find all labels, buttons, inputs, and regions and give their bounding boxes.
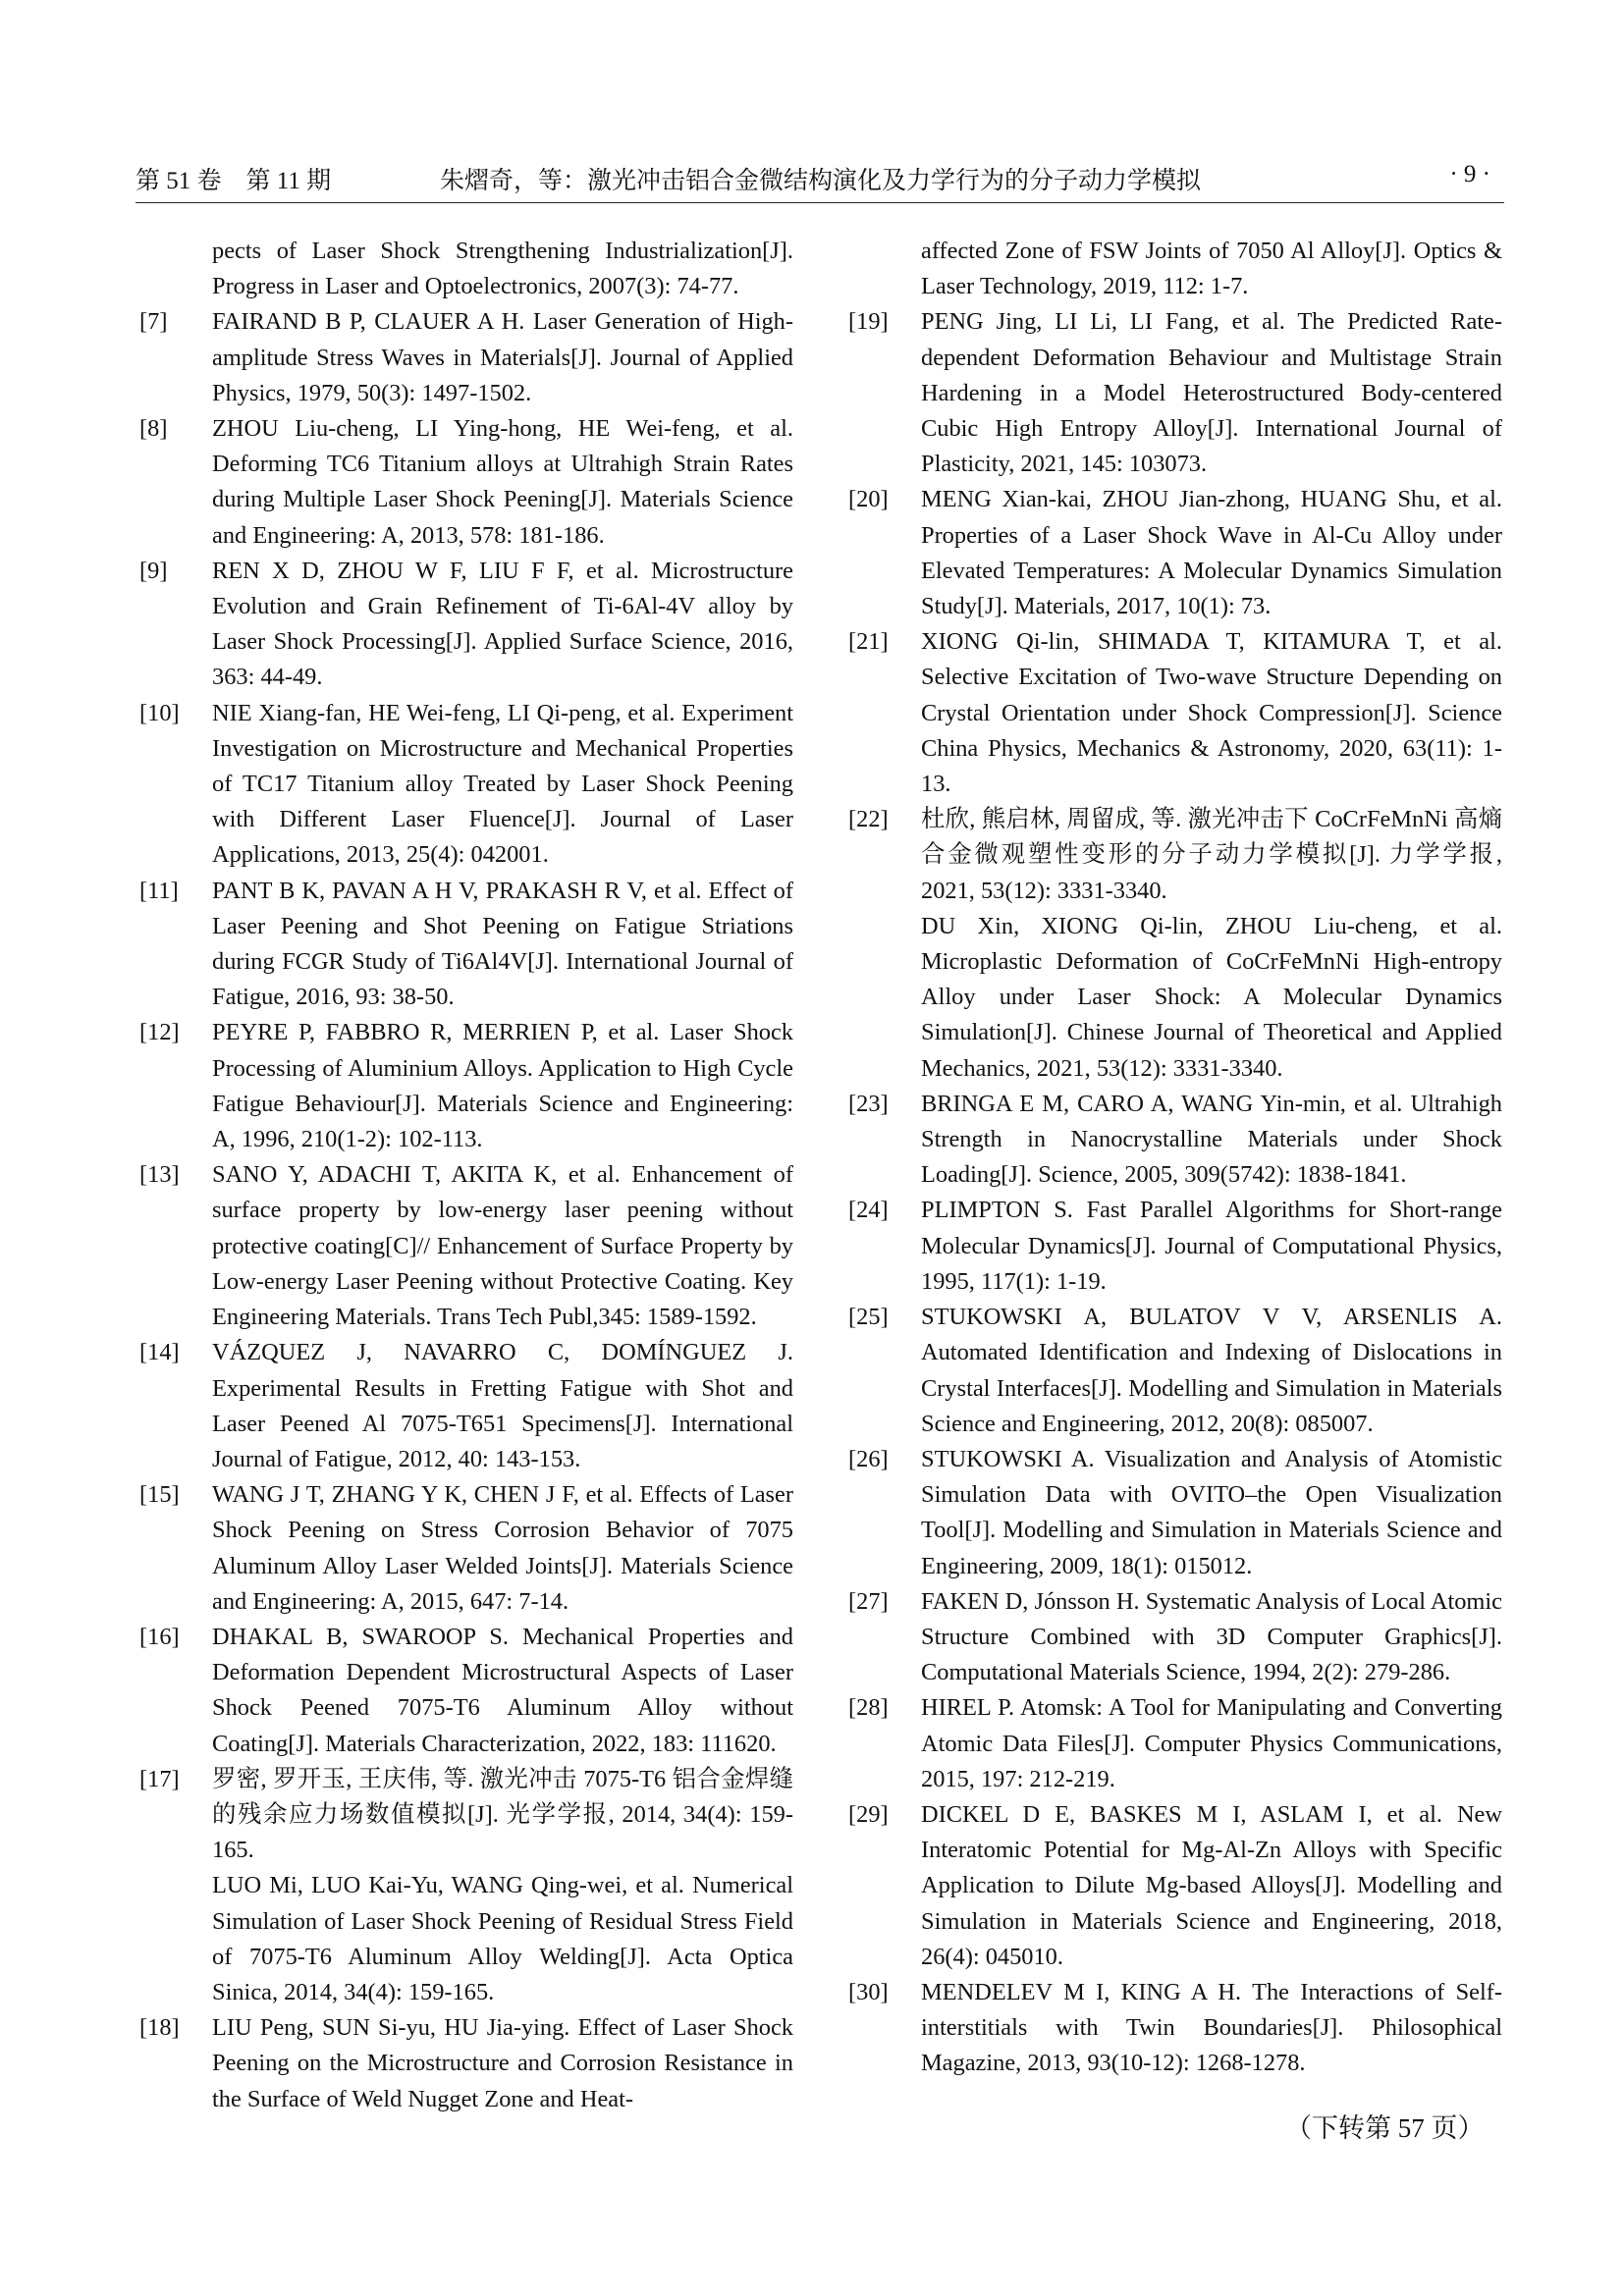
- reference-text: MENDELEV M I, KING A H. The Interactions of Self-interstitials with Twin Boundaries[J]. Philosophical Magazine, 2013, 93(10-12): 1268-1278.: [921, 1978, 1502, 2077]
- reference-entry: [135, 1157, 793, 1335]
- reference-number: [14]: [139, 1339, 180, 1366]
- reference-entry: [844, 1193, 1502, 1300]
- reference-number: [16]: [139, 1623, 180, 1650]
- reference-entry: [844, 1975, 1502, 2082]
- reference-entry: [135, 1620, 793, 1762]
- reference-entry: [135, 554, 793, 696]
- reference-entry: [135, 411, 793, 554]
- reference-number: [22]: [848, 806, 889, 833]
- reference-number: [19]: [848, 308, 889, 336]
- reference-number: [21]: [848, 628, 889, 656]
- reference-number: [15]: [139, 1481, 180, 1509]
- reference-number: [8]: [139, 415, 168, 443]
- reference-text: PENG Jing, LI Li, LI Fang, et al. The Predicted Rate-dependent Deformation Behaviour and Multistage Strain Hardening in a Model Heterostructured Body-centered Cubic High Entropy Alloy[J]. International Journal of Plasticity, 2021, 145: 103073.: [921, 308, 1502, 478]
- reference-text: HIREL P. Atomsk: A Tool for Manipulating and Converting Atomic Data Files[J]. Computer Physics Communications, 2015, 197: 212-219.: [921, 1694, 1502, 1792]
- reference-entry: [135, 1477, 793, 1620]
- running-header: [135, 157, 1504, 203]
- reference-number: [30]: [848, 1978, 889, 2005]
- reference-number: [18]: [139, 2014, 180, 2042]
- reference-translation: LUO Mi, LUO Kai-Yu, WANG Qing-wei, et al. Numerical Simulation of Laser Shock Peening of Residual Stress Field of 7075-T6 Aluminum Alloy Welding[J]. Acta Optica Sinica, 2014, 34(4): 159-165.: [212, 1872, 793, 2005]
- reference-entry: [844, 1584, 1502, 1691]
- reference-entry: [135, 2010, 793, 2117]
- reference-number: [7]: [139, 308, 168, 336]
- reference-text: VÁZQUEZ J, NAVARRO C, DOMÍNGUEZ J. Experimental Results in Fretting Fatigue with Shot and Laser Peened Al 7075-T651 Specimens[J]. International Journal of Fatigue, 2012, 40: 143-153.: [212, 1339, 793, 1472]
- reference-entry: [135, 874, 793, 1016]
- reference-text: STUKOWSKI A. Visualization and Analysis of Atomistic Simulation Data with OVITO–the Open Visualization Tool[J]. Modelling and Simulation in Materials Science and Engineering, 2009, 18(1): 015012.: [921, 1445, 1502, 1579]
- reference-translation: DU Xin, XIONG Qi-lin, ZHOU Liu-cheng, et al. Microplastic Deformation of CoCrFeMnNi High-entropy Alloy under Laser Shock: A Molecular Dynamics Simulation[J]. Chinese Journal of Theoretical and Applied Mechanics, 2021, 53(12): 3331-3340.: [921, 912, 1502, 1082]
- reference-text: BRINGA E M, CARO A, WANG Yin-min, et al. Ultrahigh Strength in Nanocrystalline Materials under Shock Loading[J]. Science, 2005, 309(5742): 1838-1841.: [921, 1090, 1502, 1189]
- running-title: 朱熠奇，等：激光冲击铝合金微结构演化及力学行为的分子动力学模拟: [440, 168, 1202, 194]
- reference-entry: [844, 304, 1502, 482]
- reference-text: SANO Y, ADACHI T, AKITA K, et al. Enhancement of surface property by low-energy laser peening without protective coating[C]// Enhancement of Surface Property by Low-energy Laser Peening without Protective Coating. Key Engineering Materials. Trans Tech Publ,345: 1589-1592.: [212, 1161, 793, 1331]
- reference-number: [25]: [848, 1304, 889, 1331]
- reference-text: FAKEN D, Jónsson H. Systematic Analysis of Local Atomic Structure Combined with 3D Computer Graphics[J]. Computational Materials Science, 1994, 2(2): 279-286.: [921, 1587, 1502, 1686]
- reference-entry: [844, 624, 1502, 802]
- reference-entry: [135, 1762, 793, 2010]
- reference-text: NIE Xiang-fan, HE Wei-feng, LI Qi-peng, et al. Experiment Investigation on Microstructure and Mechanical Properties of TC17 Titanium alloy Treated by Laser Shock Peening with Different Laser Fluence[J]. Journal of Laser Applications, 2013, 25(4): 042001.: [212, 699, 793, 869]
- reference-number: [13]: [139, 1161, 180, 1189]
- reference-text: PEYRE P, FABBRO R, MERRIEN P, et al. Laser Shock Processing of Aluminium Alloys. Application to High Cycle Fatigue Behaviour[J]. Materials Science and Engineering: A, 1996, 210(1-2): 102-113.: [212, 1019, 793, 1153]
- reference-text: FAIRAND B P, CLAUER A H. Laser Generation of High-amplitude Stress Waves in Materials[J]. Journal of Applied Physics, 1979, 50(3): 1497-1502.: [212, 308, 793, 406]
- reference-entry: [135, 234, 793, 304]
- reference-text: PLIMPTON S. Fast Parallel Algorithms for Short-range Molecular Dynamics[J]. Journal of Computational Physics, 1995, 117(1): 1-19.: [921, 1197, 1502, 1295]
- reference-entry: [135, 304, 793, 411]
- reference-entry: [844, 1087, 1502, 1194]
- reference-number: [26]: [848, 1445, 889, 1472]
- reference-text: DICKEL D E, BASKES M I, ASLAM I, et al. New Interatomic Potential for Mg-Al-Zn Alloys with Specific Application to Dilute Mg-based Alloys[J]. Modelling and Simulation in Materials Science and Engineering, 2018, 26(4): 045010.: [921, 1800, 1502, 1970]
- reference-entry: [135, 1335, 793, 1477]
- reference-number: [23]: [848, 1090, 889, 1117]
- reference-text: XIONG Qi-lin, SHIMADA T, KITAMURA T, et al. Selective Excitation of Two-wave Structure Depending on Crystal Orientation under Shock Compression[J]. Science China Physics, Mechanics & Astronomy, 2020, 63(11): 1-13.: [921, 628, 1502, 798]
- reference-entry: [844, 234, 1502, 304]
- reference-text: DHAKAL B, SWAROOP S. Mechanical Properties and Deformation Dependent Microstructural Aspects of Laser Shock Peened 7075-T6 Aluminum Alloy without Coating[J]. Materials Characterization, 2022, 183: 111620.: [212, 1623, 793, 1757]
- reference-text: affected Zone of FSW Joints of 7050 Al Alloy[J]. Optics & Laser Technology, 2019, 112: 1-7.: [921, 238, 1502, 300]
- reference-entry: [844, 1797, 1502, 1975]
- reference-entry: [844, 1690, 1502, 1797]
- reference-number: [28]: [848, 1694, 889, 1722]
- reference-text: 杜欣, 熊启林, 周留成, 等. 激光冲击下 CoCrFeMnNi 高熵合金微观塑性变形的分子动力学模拟[J]. 力学学报, 2021, 53(12): 3331-3340.: [921, 806, 1502, 904]
- reference-text: STUKOWSKI A, BULATOV V V, ARSENLIS A. Automated Identification and Indexing of Dislocations in Crystal Interfaces[J]. Modelling and Simulation in Materials Science and Engineering, 2012, 20(8): 085007.: [921, 1304, 1502, 1437]
- reference-entry: [844, 1442, 1502, 1584]
- left-column: [135, 234, 793, 2117]
- reference-text: LIU Peng, SUN Si-yu, HU Jia-ying. Effect of Laser Shock Peening on the Microstructure and Corrosion Resistance in the Surface of Weld Nugget Zone and Heat-: [212, 2014, 793, 2112]
- reference-number: [11]: [139, 877, 179, 904]
- reference-number: [12]: [139, 1019, 180, 1046]
- reference-number: [29]: [848, 1800, 889, 1828]
- reference-entry: [135, 1015, 793, 1157]
- reference-number: [10]: [139, 699, 180, 726]
- reference-number: [20]: [848, 486, 889, 513]
- right-column: [844, 234, 1502, 2082]
- reference-entry: [844, 802, 1502, 1087]
- reference-text: 罗密, 罗开玉, 王庆伟, 等. 激光冲击 7075-T6 铝合金焊缝的残余应力场数值模拟[J]. 光学学报, 2014, 34(4): 159-165.: [212, 1765, 793, 1864]
- reference-number: [24]: [848, 1197, 889, 1224]
- reference-text: MENG Xian-kai, ZHOU Jian-zhong, HUANG Shu, et al. Properties of a Laser Shock Wave in Al-Cu Alloy under Elevated Temperatures: A Molecular Dynamics Simulation Study[J]. Materials, 2017, 10(1): 73.: [921, 486, 1502, 620]
- reference-number: [17]: [139, 1765, 180, 1792]
- reference-text: ZHOU Liu-cheng, LI Ying-hong, HE Wei-feng, et al. Deforming TC6 Titanium alloys at Ultrahigh Strain Rates during Multiple Laser Shock Peening[J]. Materials Science and Engineering: A, 2013, 578: 181-186.: [212, 415, 793, 549]
- continued-note: （下转第 57 页）: [1285, 2113, 1485, 2143]
- reference-entry: [135, 696, 793, 874]
- reference-entry: [844, 1300, 1502, 1442]
- reference-number: [9]: [139, 557, 168, 584]
- reference-text: WANG J T, ZHANG Y K, CHEN J F, et al. Effects of Laser Shock Peening on Stress Corrosion Behavior of 7075 Aluminum Alloy Laser Welded Joints[J]. Materials Science and Engineering: A, 2015, 647: 7-14.: [212, 1481, 793, 1615]
- reference-text: pects of Laser Shock Strengthening Industrialization[J]. Progress in Laser and Optoelectronics, 2007(3): 74-77.: [212, 238, 793, 300]
- volume-issue: 第 51 卷 第 11 期: [135, 168, 332, 194]
- reference-number: [27]: [848, 1587, 889, 1615]
- reference-text: REN X D, ZHOU W F, LIU F F, et al. Microstructure Evolution and Grain Refinement of Ti-6Al-4V alloy by Laser Shock Processing[J]. Applied Surface Science, 2016, 363: 44-49.: [212, 557, 793, 691]
- reference-entry: [844, 482, 1502, 624]
- page-number: · 9 ·: [1449, 161, 1490, 187]
- reference-text: PANT B K, PAVAN A H V, PRAKASH R V, et al. Effect of Laser Peening and Shot Peening on Fatigue Striations during FCGR Study of Ti6Al4V[J]. International Journal of Fatigue, 2016, 93: 38-50.: [212, 877, 793, 1011]
